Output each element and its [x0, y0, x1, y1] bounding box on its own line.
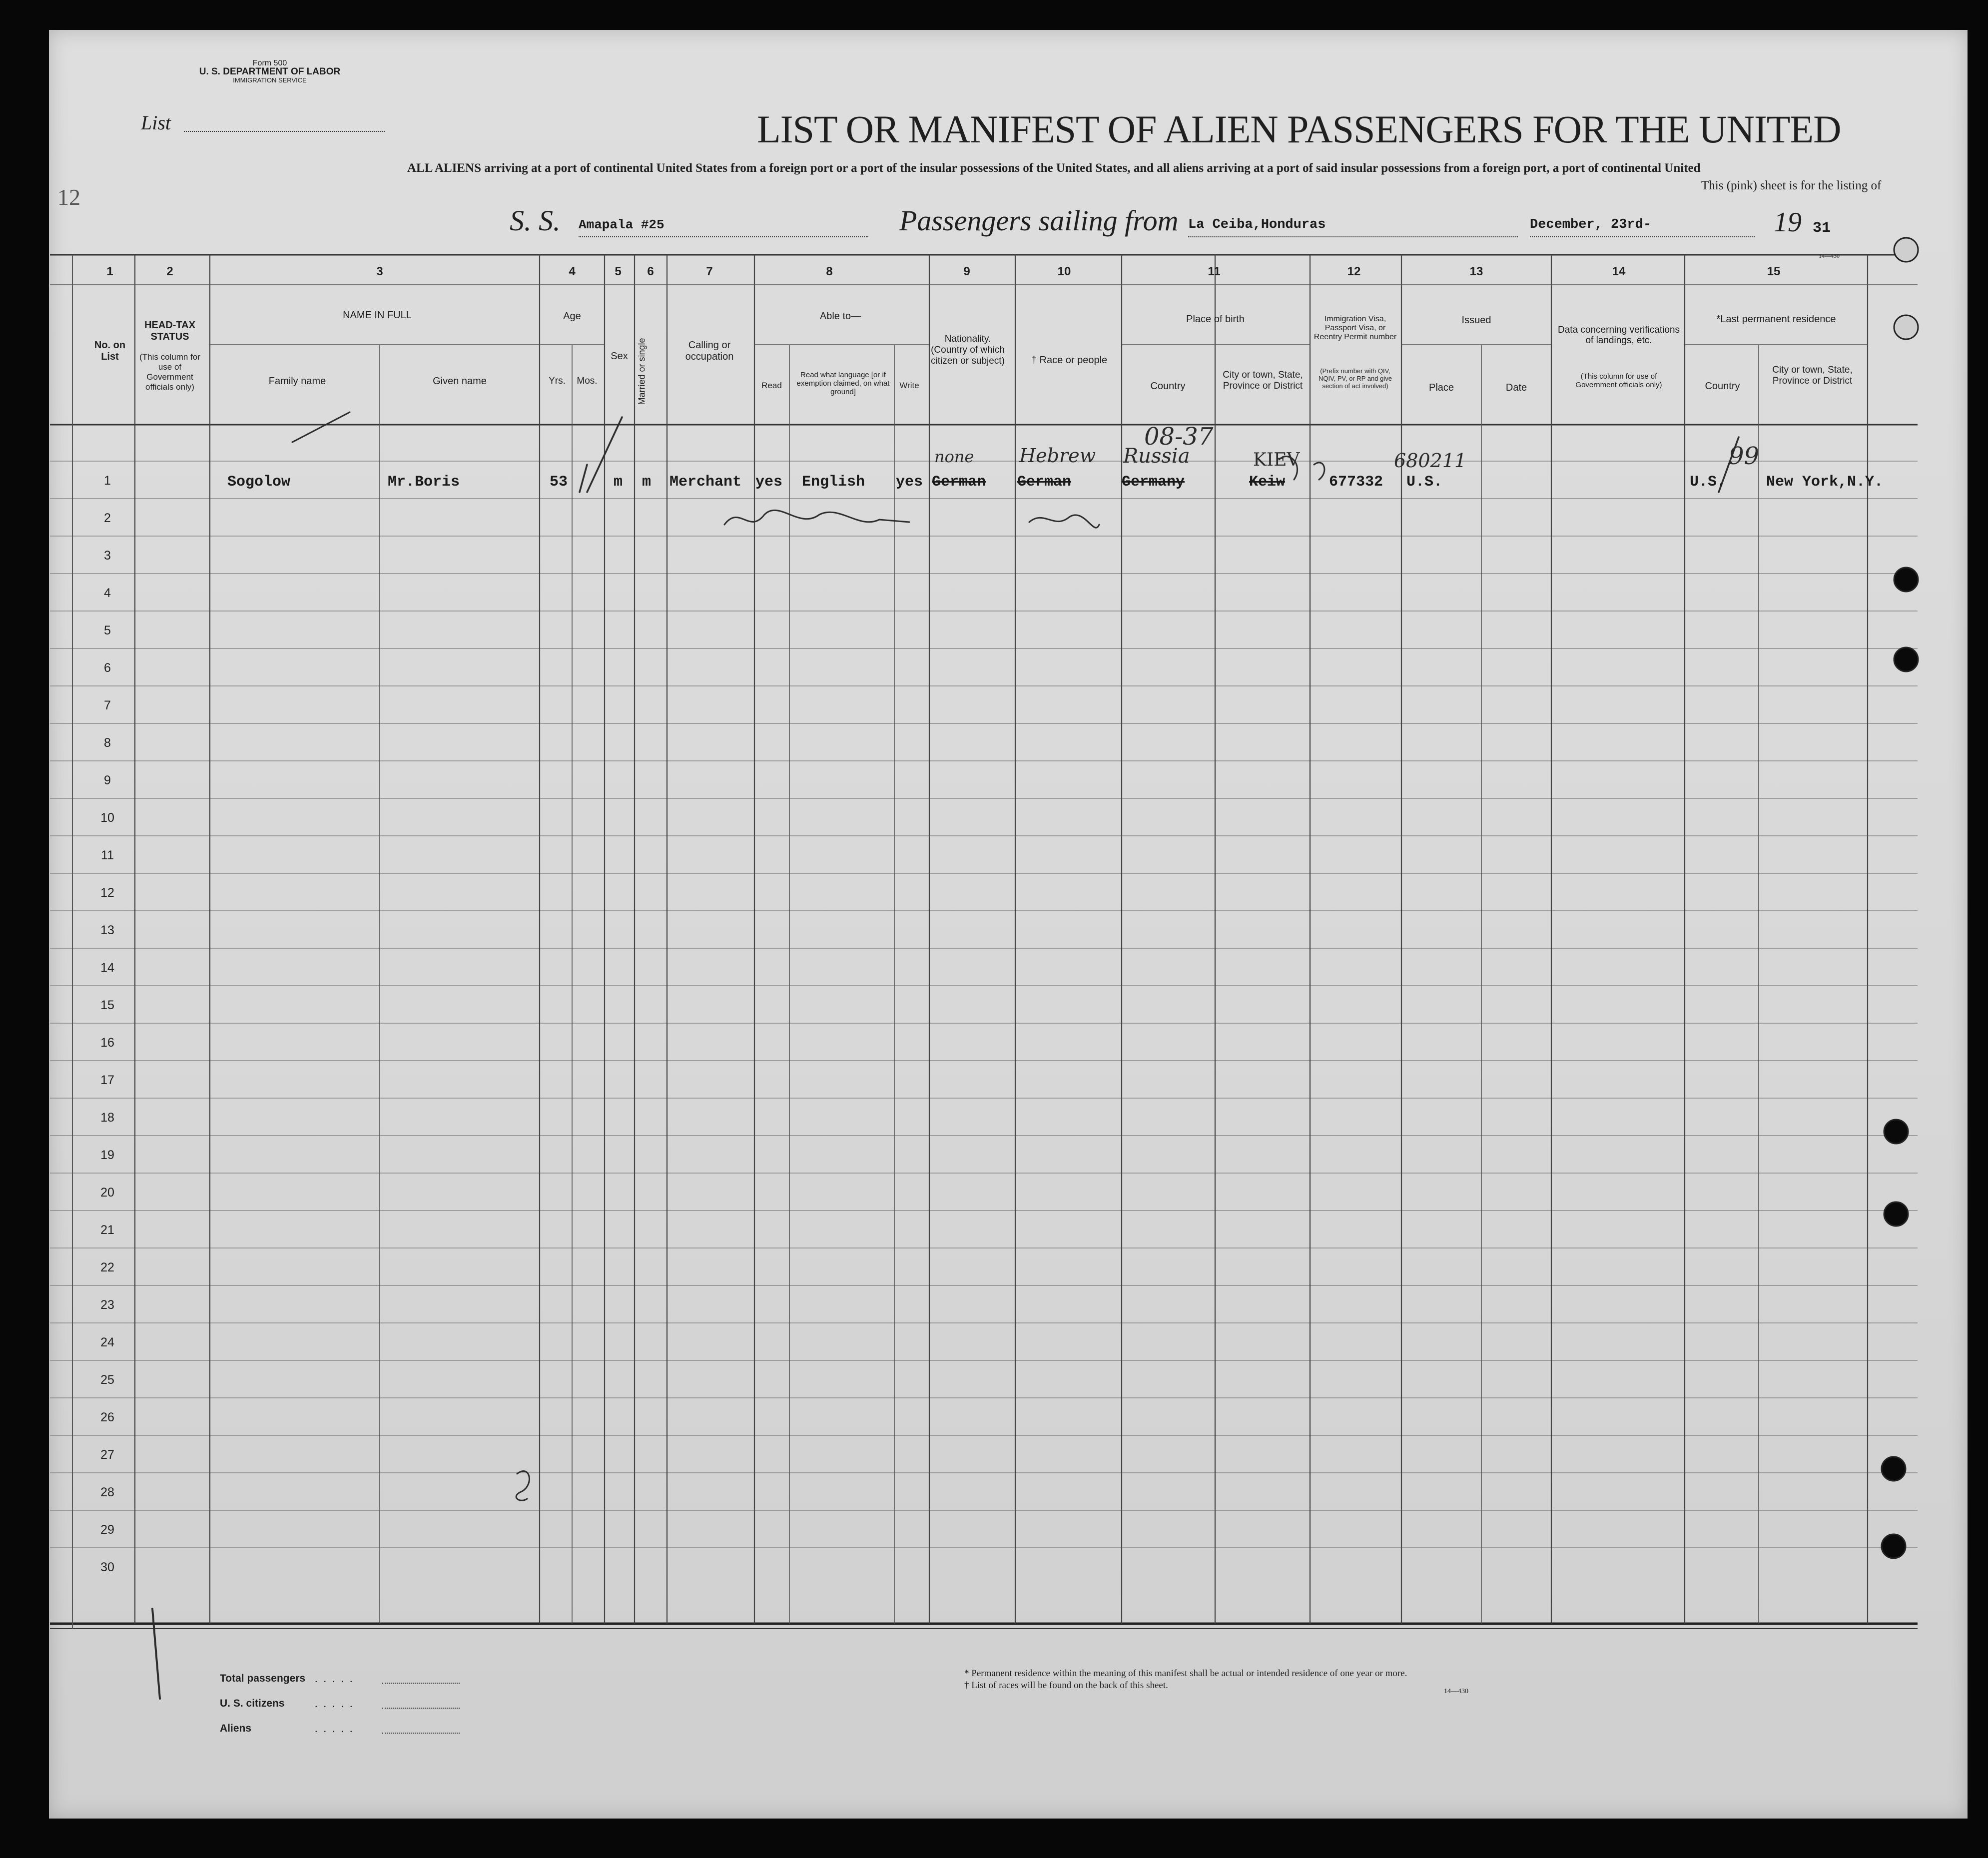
service-name: IMMIGRATION SERVICE: [233, 76, 307, 84]
header-issued-place: Place: [1428, 382, 1454, 393]
row-number: 20: [100, 1186, 114, 1200]
header-read-language: Read what language [or if exemption claimed, on what ground]: [796, 371, 890, 396]
cell-write: yes: [896, 474, 923, 491]
hand-scribble-race-row2: [1029, 515, 1099, 528]
row-number: 5: [104, 623, 111, 637]
row-number: 30: [100, 1560, 114, 1574]
header-calling: Calling or occupation: [685, 340, 734, 362]
cell-res-country: U.S.: [1690, 474, 1726, 491]
ss-label: S. S.: [510, 204, 561, 237]
header-visa-note: (Prefix number with QIV, NQIV, PV, or RP and give section of act involved): [1319, 367, 1392, 390]
row-number: 11: [101, 848, 114, 862]
row-number: 18: [100, 1111, 114, 1125]
hand-annotation-b: 680211: [1394, 450, 1467, 472]
col-num-11: 11: [1208, 265, 1221, 278]
header-mos: Mos.: [577, 376, 598, 386]
hand-annotation-a: 08-37: [1144, 423, 1214, 451]
header-last-residence: *Last permanent residence: [1716, 314, 1836, 325]
row-number: 8: [104, 736, 111, 750]
header-birth-city: City or town, State, Province or District: [1223, 370, 1303, 391]
sailing-port: La Ceiba,Honduras: [1188, 217, 1326, 232]
row-number: 6: [104, 661, 111, 675]
col-num-5: 5: [615, 265, 622, 278]
aliens-blank: [382, 1733, 460, 1734]
cell-res-city: New York,N.Y.: [1766, 474, 1884, 491]
sailing-label: Passengers sailing from: [899, 204, 1179, 237]
punch-hole: [1894, 238, 1918, 262]
header-issued: Issued: [1461, 315, 1491, 326]
cell-language: English: [802, 474, 865, 491]
year-prefix: 19: [1774, 207, 1802, 238]
row-number: 26: [100, 1410, 114, 1424]
header-place-of-birth: Place of birth: [1186, 314, 1245, 325]
row-number: 15: [100, 998, 114, 1012]
row-number: 7: [104, 698, 111, 712]
col-num-8: 8: [826, 265, 833, 278]
hand-stroke-margin: [152, 1609, 160, 1699]
row-number: 21: [100, 1223, 114, 1237]
row-number: 4: [104, 586, 111, 600]
header-read: Read: [761, 381, 782, 390]
col-num-10: 10: [1057, 265, 1071, 278]
cell-nationality-struck: German: [932, 474, 986, 491]
row-number: 10: [100, 811, 114, 825]
list-number-blank: [184, 131, 385, 132]
col-num-12: 12: [1347, 265, 1361, 278]
col-num-6: 6: [647, 265, 654, 278]
header-age: Age: [563, 311, 581, 322]
header-res-city: City or town, State, Province or District: [1772, 365, 1853, 386]
header-issued-date: Date: [1505, 382, 1527, 393]
cell-family-name: Sogolow: [227, 474, 291, 491]
cell-issued-place: U.S.: [1406, 474, 1443, 491]
footer-us-citizens: U. S. citizens: [220, 1698, 285, 1709]
row-number: 25: [100, 1373, 114, 1387]
hand-scribble-row2: [724, 510, 909, 525]
punch-hole: [1882, 1534, 1906, 1558]
header-verifications-note: (This column for use of Government officials only): [1575, 372, 1662, 389]
row-number: 16: [100, 1036, 114, 1050]
total-passengers-blank: [382, 1683, 460, 1684]
cell-read: yes: [755, 474, 783, 491]
footer-aliens: Aliens: [220, 1723, 252, 1734]
col-num-14: 14: [1612, 265, 1626, 278]
cell-age-years: 53: [550, 474, 568, 491]
col-num-15: 15: [1767, 265, 1781, 278]
row-number: 13: [100, 923, 114, 937]
col-num-2: 2: [166, 265, 173, 278]
col-num-3: 3: [376, 265, 383, 278]
footer-dots: ..... ..... .....: [315, 1672, 359, 1735]
header-nationality: Nationality. (Country of which citizen or subject): [931, 334, 1005, 366]
header-verifications: Data concerning verifications of landings, etc.: [1558, 325, 1680, 346]
punch-hole: [1894, 647, 1918, 671]
hand-nationality: none: [934, 447, 974, 466]
punch-hole: [1882, 1457, 1906, 1481]
col-num-7: 7: [706, 265, 713, 278]
punch-hole: [1884, 1202, 1908, 1226]
department-name: U. S. DEPARTMENT OF LABOR: [199, 66, 341, 77]
row-number: 22: [100, 1260, 114, 1274]
row-number: 23: [100, 1298, 114, 1312]
row-number: 24: [100, 1335, 114, 1349]
header-married-single: Married or single: [637, 338, 647, 405]
row-number: 28: [100, 1485, 114, 1499]
cell-occupation: Merchant: [669, 474, 742, 491]
sailing-date: December, 23rd-: [1530, 217, 1652, 232]
ship-name: Amapala #25: [579, 217, 664, 232]
cell-birth-city-struck: Keiw: [1249, 474, 1286, 491]
col-num-13: 13: [1469, 265, 1483, 278]
cell-race-struck: German: [1017, 474, 1072, 491]
header-given-name: Given name: [433, 376, 487, 387]
footer-form-code: 14—430: [1444, 1688, 1468, 1695]
form-code-top: 14—430: [1819, 252, 1840, 259]
header-yrs: Yrs.: [549, 376, 566, 386]
header-sex: Sex: [611, 351, 628, 362]
header-no-on-list: No. on List: [94, 340, 126, 362]
row-number: 14: [100, 961, 114, 975]
hand-annotation-c: 99: [1729, 442, 1760, 470]
row-number: 19: [100, 1148, 114, 1162]
cell-sex: m: [614, 474, 623, 491]
subtitle-line-2: This (pink) sheet is for the listing of: [1701, 179, 1882, 192]
margin-mark: 12: [57, 184, 80, 210]
cell-given-name: Mr.Boris: [388, 474, 460, 491]
row-number: 3: [104, 549, 111, 563]
cell-birth-country-struck: Germany: [1122, 474, 1185, 491]
hand-race: Hebrew: [1019, 445, 1096, 467]
row-number: 12: [100, 886, 114, 900]
header-able-to: Able to—: [819, 311, 861, 322]
header-visa: Immigration Visa, Passport Visa, or Reentry Permit number: [1314, 315, 1397, 341]
punch-hole: [1884, 1120, 1908, 1144]
col-num-9: 9: [963, 265, 970, 278]
row-number: 2: [104, 511, 111, 525]
col-num-4: 4: [569, 265, 576, 278]
footer-total-passengers: Total passengers: [220, 1673, 306, 1684]
footer-note-races: † List of races will be found on the back of this sheet.: [964, 1680, 1168, 1691]
subtitle-line-1: ALL ALIENS arriving at a port of continental United States from a foreign port or a port of the insular possessions of the United States, and all aliens arriving at a port of said insular possessions from a foreign port, a port of continental United: [407, 161, 1701, 175]
punch-hole: [1894, 315, 1918, 339]
hand-slash-family: [292, 412, 350, 442]
header-birth-country: Country: [1150, 381, 1186, 392]
form-number: Form 500: [252, 59, 287, 67]
header-race: † Race or people: [1031, 355, 1108, 366]
hand-birth-city: KIEV: [1253, 450, 1300, 470]
year-suffix: 31: [1813, 220, 1831, 237]
list-label: List: [141, 111, 171, 134]
us-citizens-blank: [382, 1708, 460, 1709]
header-head-tax: HEAD-TAX STATUS: [144, 320, 195, 342]
row-number: 1: [104, 474, 111, 488]
row-number: 9: [104, 773, 111, 787]
cell-visa-number: 677332: [1329, 474, 1383, 491]
header-head-tax-note: (This column for use of Government officials only): [139, 352, 200, 392]
row-number: 17: [100, 1073, 114, 1087]
header-res-country: Country: [1705, 381, 1740, 392]
page-title: LIST OR MANIFEST OF ALIEN PASSENGERS FOR THE UNITED: [757, 107, 1841, 151]
hand-mark-row27: [516, 1471, 529, 1501]
header-write: Write: [899, 381, 919, 390]
header-name-in-full: NAME IN FULL: [343, 310, 412, 321]
cell-marital: m: [642, 474, 652, 491]
header-family-name: Family name: [268, 376, 326, 387]
hand-birth-country: Russia: [1123, 445, 1190, 468]
footer-note-residence: * Permanent residence within the meaning of this manifest shall be actual or intended residence of one year or more.: [964, 1668, 1407, 1679]
col-num-1: 1: [106, 265, 113, 278]
row-number: 29: [100, 1523, 114, 1537]
row-number: 27: [100, 1448, 114, 1462]
punch-hole: [1894, 568, 1918, 592]
